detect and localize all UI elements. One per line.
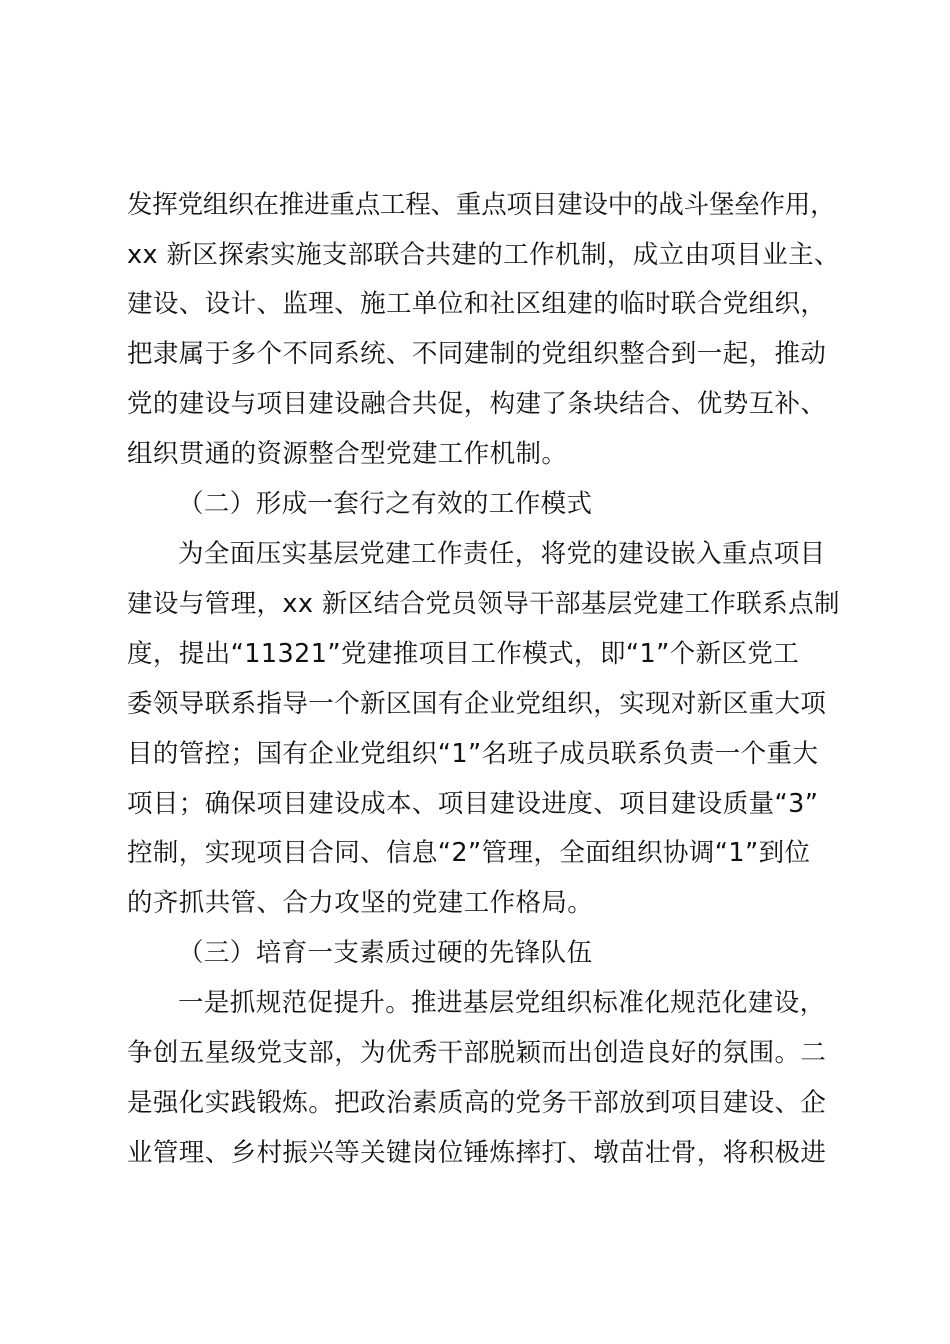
paragraph-line: 组织贯通的资源整合型党建工作机制。 xyxy=(127,439,568,469)
paragraph-line: 目的管控；国有企业党组织“1”名班子成员联系负责一个重大 xyxy=(127,739,819,769)
paragraph-line: 是强化实践锻炼。把政治素质高的党务干部放到项目建设、企 xyxy=(127,1088,827,1118)
section-heading: （三）培育一支素质过硬的先锋队伍 xyxy=(178,938,593,968)
paragraph-line: xx 新区探索实施支部联合共建的工作机制，成立由项目业主、 xyxy=(127,240,840,270)
paragraph-line: 为全面压实基层党建工作责任，将党的建设嵌入重点项目 xyxy=(178,539,826,569)
paragraph-line: 的齐抓共管、合力攻坚的党建工作格局。 xyxy=(127,888,594,918)
paragraph-line: 建设、设计、监理、施工单位和社区组建的临时联合党组织， xyxy=(127,289,827,319)
paragraph-line: 一是抓规范促提升。推进基层党组织标准化规范化建设， xyxy=(178,988,826,1018)
paragraph-line: 业管理、乡村振兴等关键岗位锤炼摔打、墩苗壮骨，将积极进 xyxy=(127,1138,827,1168)
paragraph-line: 建设与管理，xx 新区结合党员领导干部基层党建工作联系点制 xyxy=(127,589,840,619)
paragraph-line: 把隶属于多个不同系统、不同建制的党组织整合到一起，推动 xyxy=(127,339,827,369)
paragraph-line: 控制，实现项目合同、信息“2”管理，全面组织协调“1”到位 xyxy=(127,838,811,868)
paragraph-line: 度，提出“11321”党建推项目工作模式，即“1”个新区党工 xyxy=(127,639,800,669)
paragraph-line: 发挥党组织在推进重点工程、重点项目建设中的战斗堡垒作用， xyxy=(127,190,836,220)
paragraph-line: 项目；确保项目建设成本、项目建设进度、项目建设质量“3” xyxy=(127,789,819,819)
section-heading: （二）形成一套行之有效的工作模式 xyxy=(178,489,593,519)
paragraph-line: 委领导联系指导一个新区国有企业党组织，实现对新区重大项 xyxy=(127,689,827,719)
paragraph-line: 党的建设与项目建设融合共促，构建了条块结合、优势互补、 xyxy=(127,389,827,419)
paragraph-line: 争创五星级党支部，为优秀干部脱颖而出创造良好的氛围。二 xyxy=(127,1038,827,1068)
